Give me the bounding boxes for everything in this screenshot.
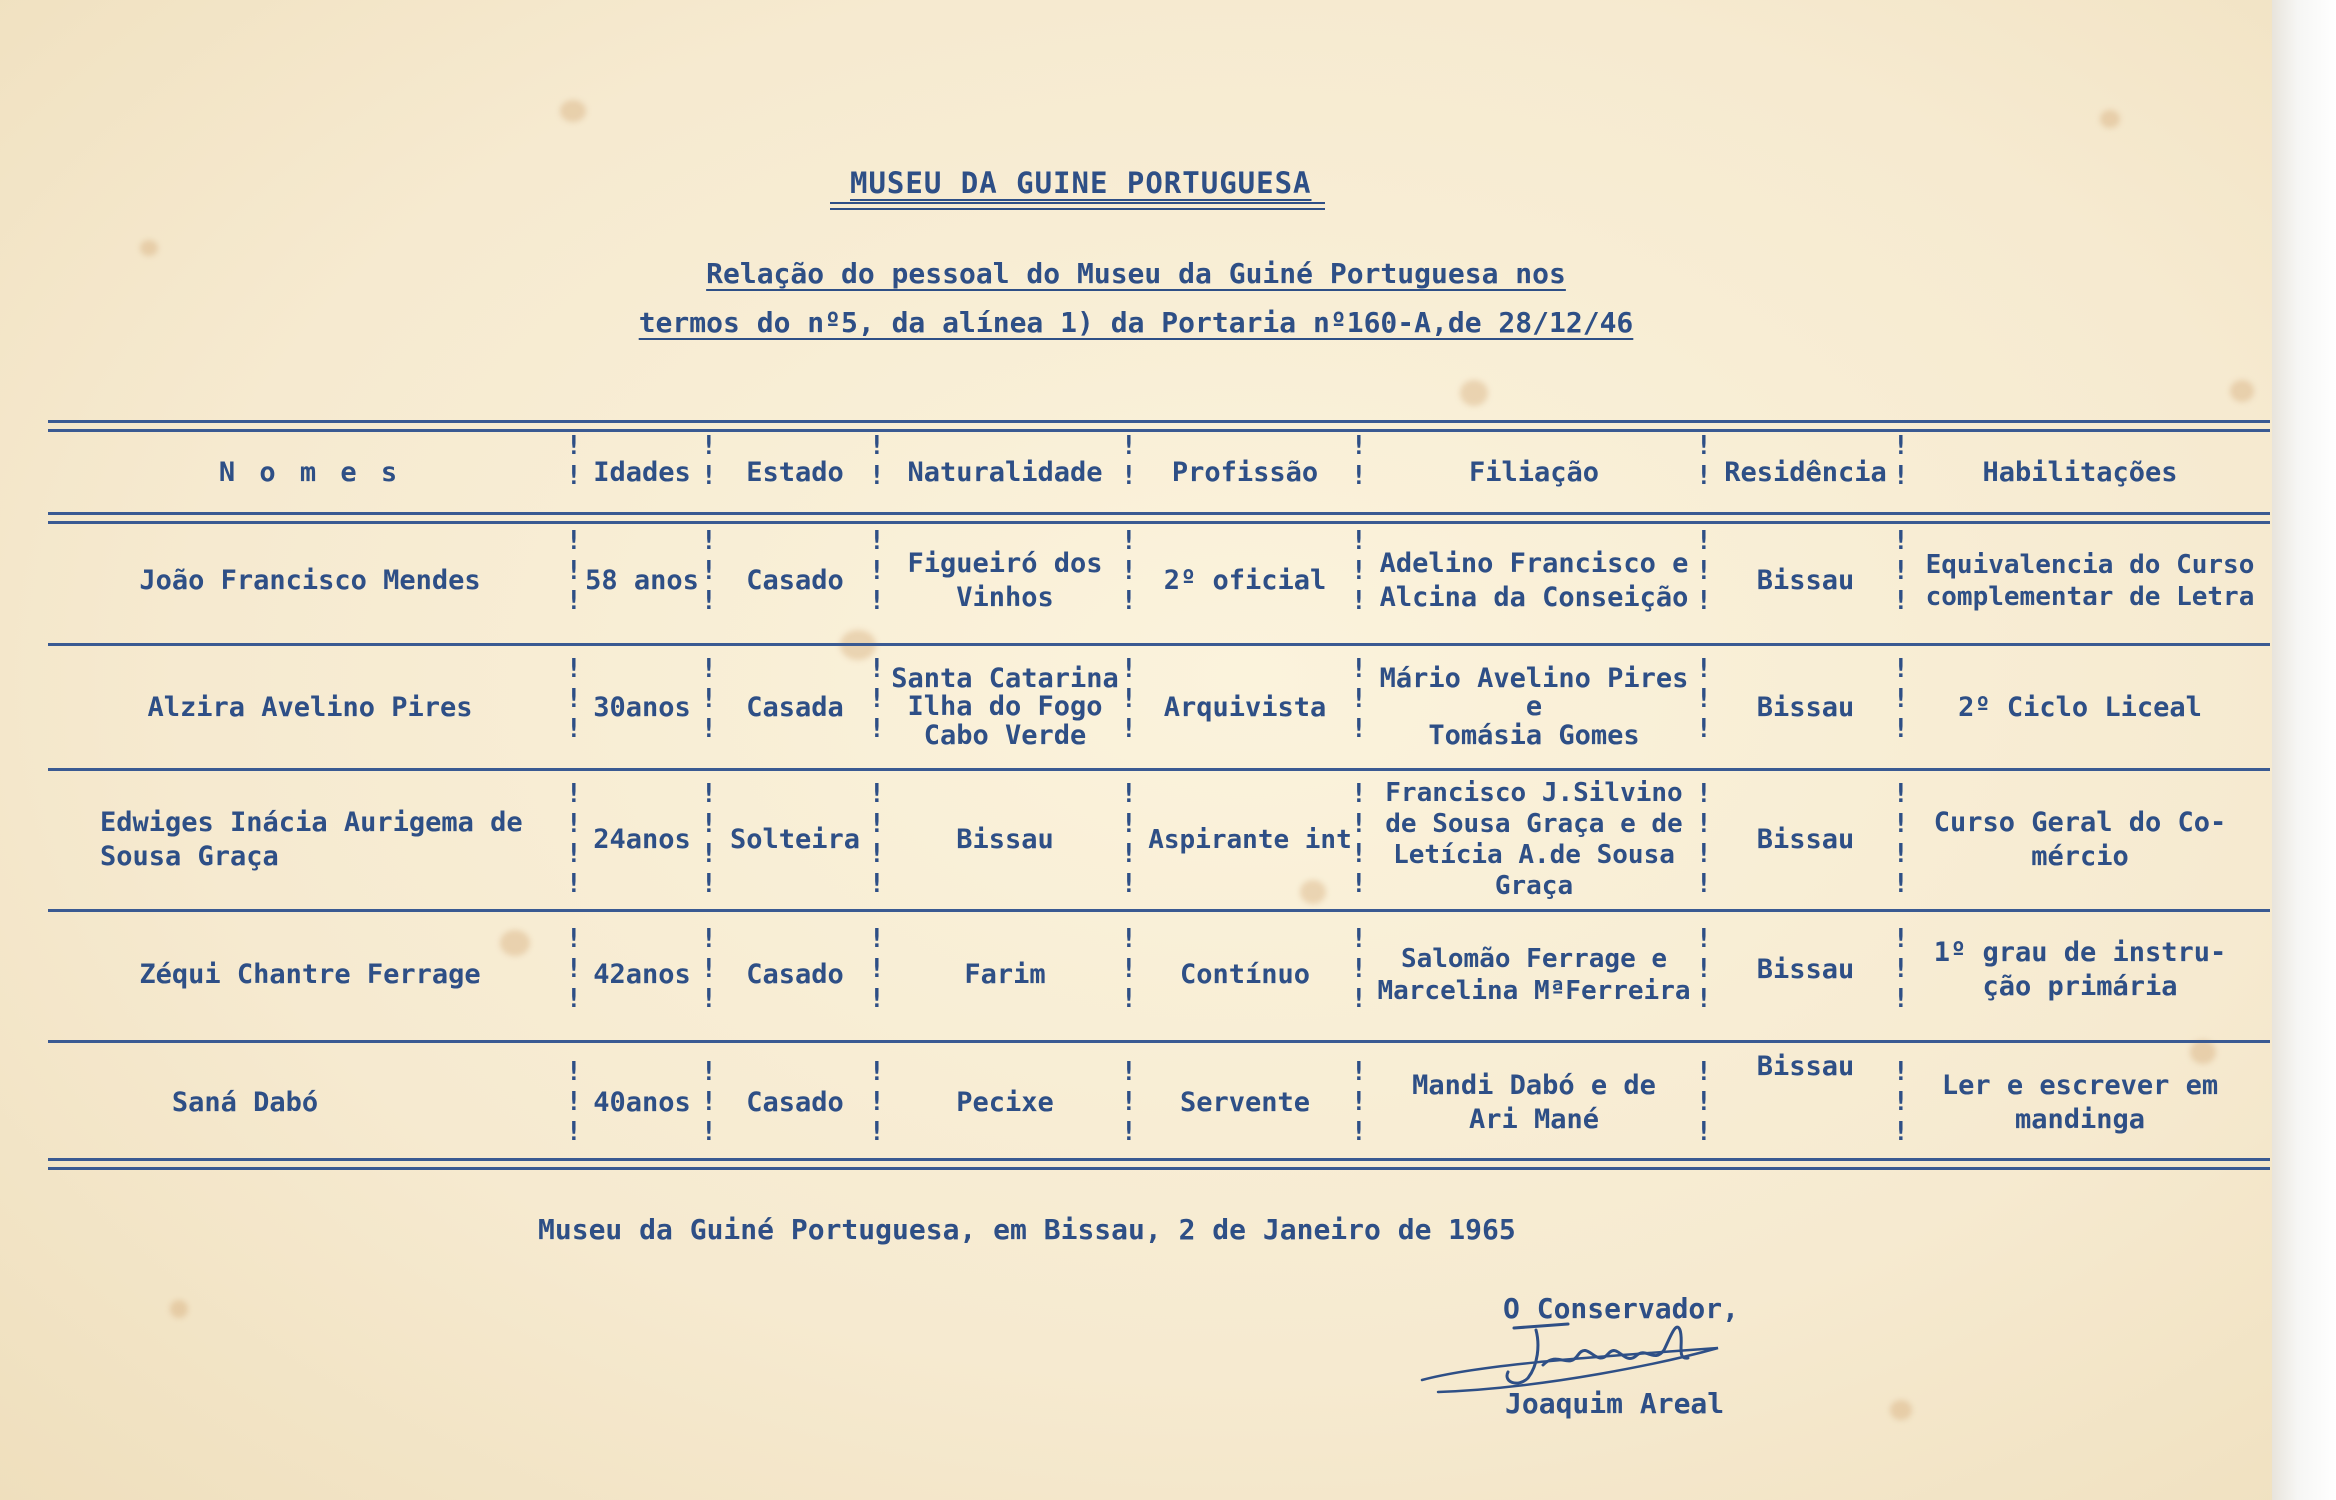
document-subtitle-line-2: termos do nº5, da alínea 1) da Portaria nº160-A,de 28/12/46 [638, 306, 1634, 339]
cell-estado: Solteira [729, 824, 861, 856]
column-separator-mark: ! [701, 984, 717, 1014]
column-separator-mark: ! [566, 714, 582, 744]
cell-habilitacoes: 2º Ciclo Liceal [1958, 691, 2202, 723]
column-separator-mark: ! [1121, 984, 1137, 1014]
column-separator-mark: ! [1696, 954, 1712, 984]
cell-filiacao: Mário Avelino Pires e Tomásia Gomes [1379, 662, 1689, 751]
column-separator-mark: ! [869, 809, 885, 839]
cell-naturalidade: Farim [964, 959, 1046, 991]
column-separator-mark: ! [1893, 526, 1909, 556]
column-separator-mark: ! [701, 586, 717, 616]
cell-residencia: Bissau [1756, 954, 1855, 986]
column-separator-mark: ! [869, 779, 885, 809]
column-separator-mark: ! [869, 526, 885, 556]
column-separator-mark: ! [1351, 779, 1367, 809]
column-separator-mark: ! [1696, 809, 1712, 839]
cell-filiacao: Mandi Dabó e de Ari Mané [1412, 1069, 1656, 1135]
column-separator-mark: ! [566, 984, 582, 1014]
cell-habilitacoes: 1º grau de instru- ção primária [1933, 937, 2227, 1002]
column-separator-mark: ! [1121, 714, 1137, 744]
cell-nome: Zéqui Chantre Ferrage [139, 959, 481, 991]
cell-filiacao: Salomão Ferrage e Marcelina MªFerreira [1377, 943, 1691, 1006]
header-idades: Idades [593, 456, 691, 488]
column-separator-mark: ! [701, 431, 717, 461]
column-separator-mark: ! [1121, 954, 1137, 984]
cell-residencia: Bissau [1756, 1051, 1855, 1082]
column-separator-mark: ! [701, 1087, 717, 1117]
cell-habilitacoes: Equivalencia do Curso complementar de Letra [1925, 549, 2255, 612]
column-separator-mark: ! [869, 684, 885, 714]
column-separator-mark: ! [1696, 526, 1712, 556]
row-divider [48, 768, 2270, 771]
column-separator-mark: ! [566, 1057, 582, 1087]
column-separator-mark: ! [1121, 431, 1137, 461]
column-separator-mark: ! [1893, 1117, 1909, 1147]
column-separator-mark: ! [1893, 586, 1909, 616]
column-separator-mark: ! [1121, 586, 1137, 616]
cell-profissao: Arquivista [1163, 691, 1327, 723]
signer-name: Joaquim Areal [1505, 1387, 1725, 1420]
cell-nome: Edwiges Inácia Aurigema de Sousa Graça [100, 807, 523, 872]
column-separator-mark: ! [566, 839, 582, 869]
column-separator-mark: ! [1696, 684, 1712, 714]
column-separator-mark: ! [869, 869, 885, 899]
column-separator-mark: ! [1351, 586, 1367, 616]
column-separator-mark: ! [701, 809, 717, 839]
column-separator-mark: ! [869, 556, 885, 586]
column-separator-mark: ! [1121, 1057, 1137, 1087]
column-separator-mark: ! [1893, 869, 1909, 899]
column-separator-mark: ! [1696, 461, 1712, 491]
cell-nome: João Francisco Mendes [139, 565, 481, 597]
column-separator-mark: ! [1351, 924, 1367, 954]
column-separator-mark: ! [701, 684, 717, 714]
column-separator-mark: ! [869, 954, 885, 984]
header-bottom-rule [48, 512, 2270, 524]
cell-profissao: 2º oficial [1163, 565, 1327, 597]
column-separator-mark: ! [566, 461, 582, 491]
column-separator-mark: ! [1893, 1057, 1909, 1087]
column-separator-mark: ! [1893, 461, 1909, 491]
column-separator-mark: ! [1696, 556, 1712, 586]
column-separator-mark: ! [1696, 714, 1712, 744]
stain [1460, 380, 1488, 406]
column-separator-mark: ! [1121, 1117, 1137, 1147]
column-separator-mark: ! [566, 586, 582, 616]
cell-idade: 58 anos [585, 565, 699, 597]
column-separator-mark: ! [1351, 1117, 1367, 1147]
column-separator-mark: ! [1121, 839, 1137, 869]
column-separator-mark: ! [1893, 809, 1909, 839]
column-separator-mark: ! [869, 1117, 885, 1147]
cell-naturalidade: Santa Catarina Ilha do Fogo Cabo Verde [891, 662, 1119, 751]
signer-title: O Conservador, [1503, 1292, 1740, 1325]
column-separator-mark: ! [1351, 526, 1367, 556]
column-separator-mark: ! [1351, 431, 1367, 461]
column-separator-mark: ! [566, 924, 582, 954]
column-separator-mark: ! [869, 1057, 885, 1087]
column-separator-mark: ! [1696, 869, 1712, 899]
column-separator-mark: ! [1351, 1087, 1367, 1117]
column-separator-mark: ! [869, 984, 885, 1014]
column-separator-mark: ! [1351, 684, 1367, 714]
column-separator-mark: ! [701, 869, 717, 899]
column-separator-mark: ! [1696, 586, 1712, 616]
cell-habilitacoes: Ler e escrever em mandinga [1941, 1069, 2219, 1135]
column-separator-mark: ! [1351, 839, 1367, 869]
column-separator-mark: ! [566, 684, 582, 714]
column-separator-mark: ! [701, 556, 717, 586]
column-separator-mark: ! [566, 556, 582, 586]
column-separator-mark: ! [1121, 1087, 1137, 1117]
column-separator-mark: ! [566, 954, 582, 984]
column-separator-mark: ! [1893, 954, 1909, 984]
column-separator-mark: ! [701, 1057, 717, 1087]
cell-nome: Alzira Avelino Pires [147, 691, 473, 723]
column-separator-mark: ! [869, 431, 885, 461]
column-separator-mark: ! [1351, 954, 1367, 984]
column-separator-mark: ! [701, 1117, 717, 1147]
header-filiacao: Filiação [1468, 456, 1600, 488]
column-separator-mark: ! [1351, 809, 1367, 839]
document-subtitle-line-1: Relação do pessoal do Museu da Guiné Portuguesa nos [706, 257, 1566, 290]
header-profissao: Profissão [1171, 456, 1319, 488]
column-separator-mark: ! [1121, 684, 1137, 714]
column-separator-mark: ! [1893, 684, 1909, 714]
place-date-line: Museu da Guiné Portuguesa, em Bissau, 2 de Janeiro de 1965 [538, 1213, 1516, 1246]
cell-naturalidade: Bissau [956, 824, 1054, 856]
column-separator-mark: ! [566, 809, 582, 839]
stain [2100, 110, 2120, 128]
cell-filiacao: Francisco J.Silvino de Sousa Graça e de Letícia A.de Sousa Graça [1385, 777, 1683, 902]
header-estado: Estado [746, 456, 844, 488]
column-separator-mark: ! [701, 839, 717, 869]
column-separator-mark: ! [1121, 556, 1137, 586]
column-separator-mark: ! [566, 1117, 582, 1147]
column-separator-mark: ! [701, 461, 717, 491]
column-separator-mark: ! [869, 461, 885, 491]
column-separator-mark: ! [566, 1087, 582, 1117]
column-separator-mark: ! [1696, 1117, 1712, 1147]
column-separator-mark: ! [1696, 1087, 1712, 1117]
column-separator-mark: ! [869, 714, 885, 744]
column-separator-mark: ! [701, 654, 717, 684]
column-separator-mark: ! [1696, 779, 1712, 809]
cell-estado: Casado [746, 565, 844, 597]
cell-nome: Saná Dabó [171, 1086, 319, 1118]
header-naturalidade: Naturalidade [907, 456, 1103, 488]
column-separator-mark: ! [1121, 779, 1137, 809]
cell-estado: Casado [746, 959, 844, 991]
column-separator-mark: ! [1893, 779, 1909, 809]
stain [140, 240, 158, 256]
cell-estado: Casado [746, 1086, 844, 1118]
cell-naturalidade: Pecixe [956, 1086, 1054, 1118]
column-separator-mark: ! [566, 654, 582, 684]
row-divider [48, 643, 2270, 646]
column-separator-mark: ! [1893, 714, 1909, 744]
column-separator-mark: ! [869, 654, 885, 684]
cell-residencia: Bissau [1756, 824, 1855, 856]
cell-naturalidade: Figueiró dos Vinhos [907, 548, 1103, 613]
column-separator-mark: ! [1696, 924, 1712, 954]
column-separator-mark: ! [1351, 556, 1367, 586]
row-divider [48, 1040, 2270, 1043]
stain [560, 100, 586, 122]
column-separator-mark: ! [1121, 461, 1137, 491]
column-separator-mark: ! [1893, 984, 1909, 1014]
title-double-underline [830, 202, 1325, 210]
column-separator-mark: ! [1121, 869, 1137, 899]
document-title: MUSEU DA GUINE PORTUGUESA [850, 166, 1312, 200]
cell-profissao: Aspirante int [1148, 824, 1352, 855]
column-separator-mark: ! [869, 586, 885, 616]
cell-idade: 42anos [593, 959, 691, 991]
column-separator-mark: ! [1893, 654, 1909, 684]
column-separator-mark: ! [1351, 654, 1367, 684]
row-divider [48, 909, 2270, 912]
column-separator-mark: ! [1121, 809, 1137, 839]
table-top-rule [48, 420, 2270, 432]
column-separator-mark: ! [1893, 431, 1909, 461]
column-separator-mark: ! [869, 924, 885, 954]
column-separator-mark: ! [1893, 1087, 1909, 1117]
column-separator-mark: ! [1121, 924, 1137, 954]
cell-residencia: Bissau [1756, 691, 1855, 723]
column-separator-mark: ! [1351, 869, 1367, 899]
column-separator-mark: ! [701, 924, 717, 954]
header-residencia: Residência [1724, 456, 1887, 488]
column-separator-mark: ! [566, 526, 582, 556]
column-separator-mark: ! [1121, 526, 1137, 556]
cell-idade: 30anos [593, 691, 691, 723]
column-separator-mark: ! [1893, 839, 1909, 869]
column-separator-mark: ! [1696, 1057, 1712, 1087]
stain [2230, 380, 2254, 402]
stain [170, 1300, 188, 1318]
header-habilitacoes: Habilitações [1982, 456, 2178, 488]
column-separator-mark: ! [566, 779, 582, 809]
column-separator-mark: ! [1351, 984, 1367, 1014]
column-separator-mark: ! [566, 869, 582, 899]
cell-habilitacoes: Curso Geral do Co- mércio [1933, 807, 2227, 872]
column-separator-mark: ! [701, 526, 717, 556]
column-separator-mark: ! [1121, 654, 1137, 684]
cell-idade: 24anos [593, 824, 691, 856]
column-separator-mark: ! [1351, 1057, 1367, 1087]
column-separator-mark: ! [701, 714, 717, 744]
column-separator-mark: ! [1893, 556, 1909, 586]
column-separator-mark: ! [701, 779, 717, 809]
cell-idade: 40anos [593, 1086, 691, 1118]
table-bottom-rule [48, 1158, 2270, 1170]
column-separator-mark: ! [701, 954, 717, 984]
column-separator-mark: ! [1696, 431, 1712, 461]
cell-profissao: Contínuo [1179, 959, 1311, 991]
column-separator-mark: ! [1893, 924, 1909, 954]
cell-filiacao: Adelino Francisco e Alcina da Conseição [1379, 548, 1689, 613]
column-separator-mark: ! [1696, 654, 1712, 684]
cell-estado: Casada [746, 691, 844, 723]
header-nomes: N o m e s [218, 456, 402, 488]
paper-edge [2272, 0, 2336, 1500]
stain [1890, 1400, 1912, 1420]
cell-residencia: Bissau [1756, 565, 1855, 597]
column-separator-mark: ! [1351, 461, 1367, 491]
column-separator-mark: ! [869, 1087, 885, 1117]
column-separator-mark: ! [1351, 714, 1367, 744]
cell-profissao: Servente [1179, 1086, 1311, 1118]
column-separator-mark: ! [1696, 839, 1712, 869]
column-separator-mark: ! [869, 839, 885, 869]
column-separator-mark: ! [566, 431, 582, 461]
column-separator-mark: ! [1696, 984, 1712, 1014]
